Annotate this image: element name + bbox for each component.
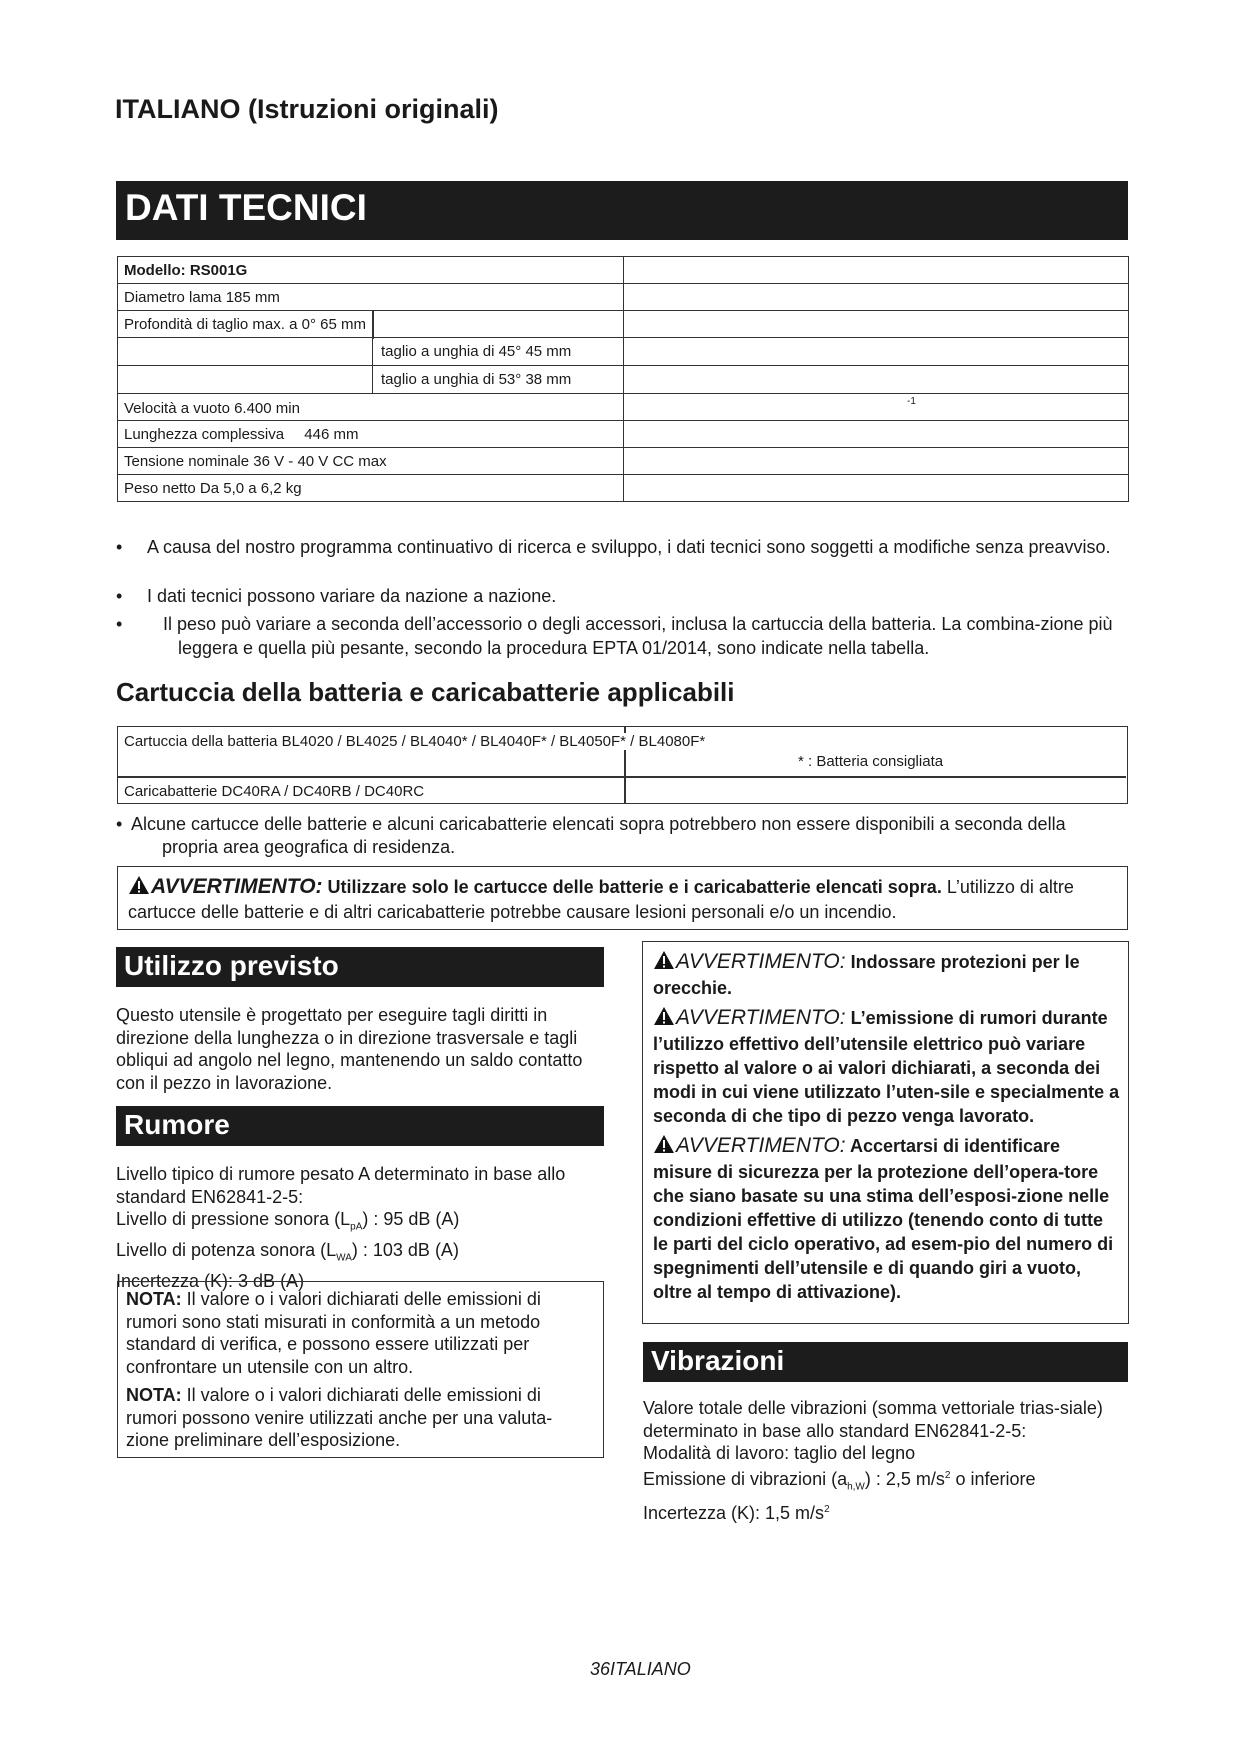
table-row: [118, 448, 1129, 475]
table-row: [118, 257, 1129, 284]
table-row: [118, 394, 1129, 421]
spec-bevel53-cell: [118, 366, 624, 394]
section-header-rumore: Rumore: [116, 1106, 604, 1146]
bullet-text: A causa del nostro programma continuativo di ricerca e sviluppo, i dati tecnici sono soggetti a modifiche senza preavviso.: [147, 537, 1111, 557]
table-row: [118, 338, 1129, 366]
power-subscript: WA: [336, 1252, 352, 1264]
battery-recommended-note: * : Batteria consigliata: [798, 753, 944, 770]
emission-label: Emissione di vibrazioni (a: [643, 1468, 848, 1489]
warning-bold-text: Utilizzare solo le cartucce delle batterie e i caricabatterie elencati sopra.: [327, 877, 942, 897]
vibrazioni-emission: [643, 1465, 1130, 1499]
section-header-vibrazioni: Vibrazioni: [643, 1342, 1128, 1382]
bullet-dot: •: [116, 814, 123, 834]
rumore-uncertainty: Incertezza (K): 3 dB (A): [116, 1271, 305, 1292]
warning-label: AVVERTIMENTO:: [676, 1134, 846, 1157]
spec-length-label: Lunghezza complessiva: [124, 425, 285, 443]
nota-text: Il valore o i valori dichiarati delle emissioni di rumori possono venire utilizzati anche per una valuta-zione preliminare dell’esposizione.: [126, 1385, 553, 1450]
warning-text: L’emissione di rumori durante l’utilizzo effettivo dell’utensile elettrico può variare rispetto al valore o ai valori dichiarati, a seconda dei modi in cui viene utilizzato l’uten-sile e specialmente a seconda di che tipo di pezzo venga lavorato.: [653, 1008, 1120, 1126]
emission-superscript: 2: [944, 1469, 951, 1481]
table-cell: [624, 284, 1129, 311]
noise-warning-3: [653, 1134, 1122, 1304]
battery-table: [117, 726, 1128, 804]
warning-text: Accertarsi di identificare misure di sicurezza per la protezione dell’opera-tore che siano basate su una stima dell’esposi-zione nelle condizioni effettive di utilizzo (tenendo conto di tutte le parti del ciclo operativo, ad esem-pio del numero di spegnimenti dell’utensile e di quando giri a vuoto, oltre al tempo di attivazione).: [653, 1136, 1114, 1302]
bullet-dot: •: [116, 586, 123, 606]
warning-triangle-icon: [653, 950, 675, 976]
row-divider: [118, 776, 1126, 778]
rumore-intro: Livello tipico di rumore pesato A determinato in base allo standard EN62841-2-5:: [116, 1164, 566, 1207]
spec-length-cell: [118, 421, 624, 448]
spec-bevel53: taglio a unghia di 53° 38 mm: [372, 366, 623, 393]
noise-warning-2: [653, 1006, 1122, 1128]
battery-warning-box: [117, 866, 1128, 930]
list-item: [116, 813, 1126, 859]
vibrazioni-uncertainty: [643, 1499, 1130, 1525]
emission-subscript: h,W: [847, 1481, 865, 1493]
table-cell: [624, 475, 1129, 502]
rumore-block: [116, 1163, 606, 1293]
spec-length-value: 446 mm: [304, 425, 359, 443]
noise-warning-1: [653, 950, 1122, 1000]
warning-label: AVVERTIMENTO:: [676, 1006, 846, 1029]
table-cell: [624, 448, 1129, 475]
table-row: [118, 475, 1129, 502]
list-item: [116, 535, 1126, 559]
spec-table: [117, 256, 1129, 502]
bullet-text: I dati tecnici possono variare da nazione a nazione.: [147, 586, 557, 606]
spec-model: Modello: RS001G: [118, 257, 624, 284]
nota-label: NOTA:: [126, 1289, 182, 1309]
warning-triangle-icon: [653, 1134, 675, 1160]
table-cell: [624, 421, 1129, 448]
spec-bevel45-cell: [118, 338, 624, 366]
pressure-value: ) : 95 dB (A): [362, 1209, 460, 1229]
warning-label: AVVERTIMENTO:: [151, 875, 323, 898]
vibrazioni-mode: Modalità di lavoro: taglio del legno: [643, 1443, 916, 1463]
vibrazioni-block: [643, 1397, 1130, 1524]
nota-2: [126, 1384, 595, 1452]
section-header-utilizzo: Utilizzo previsto: [116, 947, 604, 987]
battery-cartridge: Cartuccia della batteria BL4020 / BL4025 / BL4040* / BL4040F* / BL4050F* / BL4080F*: [124, 733, 709, 750]
list-item: [116, 612, 1126, 660]
section-title-batteries: Cartuccia della batteria e caricabatterie applicabili: [116, 677, 735, 707]
nota-label: NOTA:: [126, 1385, 182, 1405]
table-cell: [624, 257, 1129, 284]
bullet-text: Il peso può variare a seconda dell’accessorio o degli accessori, inclusa la cartuccia della batteria. La combina-zione più leggera e quella più pesante, secondo la procedura EPTA 01/2014, sono indicate nella tabella.: [163, 614, 1113, 658]
rumore-power: [116, 1239, 606, 1270]
spec-speed: Velocità a vuoto 6.400 min: [118, 394, 624, 421]
spec-depth: Profondità di taglio max. a 0° 65 mm: [124, 315, 366, 333]
rumore-pressure: [116, 1208, 606, 1239]
power-value: ) : 103 dB (A): [351, 1240, 459, 1261]
spec-weight: Peso netto Da 5,0 a 6,2 kg: [118, 475, 624, 502]
warning-text: L’utilizzo di altre cartucce delle batterie e di altri caricabatterie potrebbe causare lesioni personali e/o un incendio.: [128, 877, 1074, 922]
table-row: [118, 311, 1129, 338]
nota-1: [126, 1288, 595, 1378]
uncertainty-value: Incertezza (K): 1,5 m/s: [643, 1502, 825, 1523]
spec-blade: Diametro lama 185 mm: [118, 284, 624, 311]
noise-warnings-box: [642, 941, 1129, 1324]
speed-unit-superscript: -1: [907, 396, 916, 407]
bullet-text: Alcune cartucce delle batterie e alcuni caricabatterie elencati sopra potrebbero non essere disponibili a seconda della propria area geografica di residenza.: [131, 814, 1066, 857]
warning-label: AVVERTIMENTO:: [676, 950, 846, 973]
bullet-dot: •: [116, 537, 123, 557]
nota-text: Il valore o i valori dichiarati delle emissioni di rumori sono stati misurati in conformità a un metodo standard di verifica, e possono essere utilizzati per confrontare un utensile con un altro.: [126, 1289, 541, 1377]
warning-text: Indossare protezioni per le orecchie.: [653, 952, 1080, 998]
table-cell: [624, 338, 1129, 366]
spec-bevel45: taglio a unghia di 45° 45 mm: [372, 338, 623, 365]
table-row: [118, 421, 1129, 448]
table-cell: [624, 366, 1129, 394]
table-row: [118, 284, 1129, 311]
utilizzo-text: Questo utensile è progettato per eseguire tagli diritti in direzione della lunghezza o in direzione trasversale e tagli obliqui ad angolo nel legno, mantenendo un saldo contatto con il pezzo in lavorazione.: [116, 1005, 583, 1093]
section-header-dati-tecnici: DATI TECNICI: [116, 181, 1128, 240]
vibrazioni-intro: Valore totale delle vibrazioni (somma vettoriale trias-siale) determinato in base allo standard EN62841-2-5:: [643, 1398, 1103, 1441]
spec-depth-cell: [118, 311, 624, 338]
page-footer: 36ITALIANO: [590, 1659, 691, 1679]
cell-divider: [372, 310, 374, 339]
pressure-subscript: pA: [350, 1221, 363, 1233]
list-item: [116, 584, 1126, 608]
table-cell: [624, 311, 1129, 338]
power-label: Livello di potenza sonora (L: [116, 1240, 337, 1261]
warning-triangle-icon: [653, 1006, 675, 1032]
table-row: [118, 366, 1129, 394]
warning-triangle-icon: [128, 875, 150, 901]
spec-voltage: Tensione nominale 36 V - 40 V CC max: [118, 448, 624, 475]
uncertainty-superscript: 2: [824, 1503, 830, 1515]
pressure-label: Livello di pressione sonora (L: [116, 1209, 351, 1229]
emission-tail: o inferiore: [950, 1468, 1036, 1489]
spec-speed-unit-cell: [624, 394, 1129, 421]
battery-charger: Caricabatterie DC40RA / DC40RB / DC40RC: [124, 783, 425, 800]
bullet-dot: •: [116, 614, 123, 634]
document-title: ITALIANO (Istruzioni originali): [115, 94, 499, 124]
nota-box: [117, 1281, 604, 1458]
emission-value: ) : 2,5 m/s: [864, 1468, 945, 1489]
